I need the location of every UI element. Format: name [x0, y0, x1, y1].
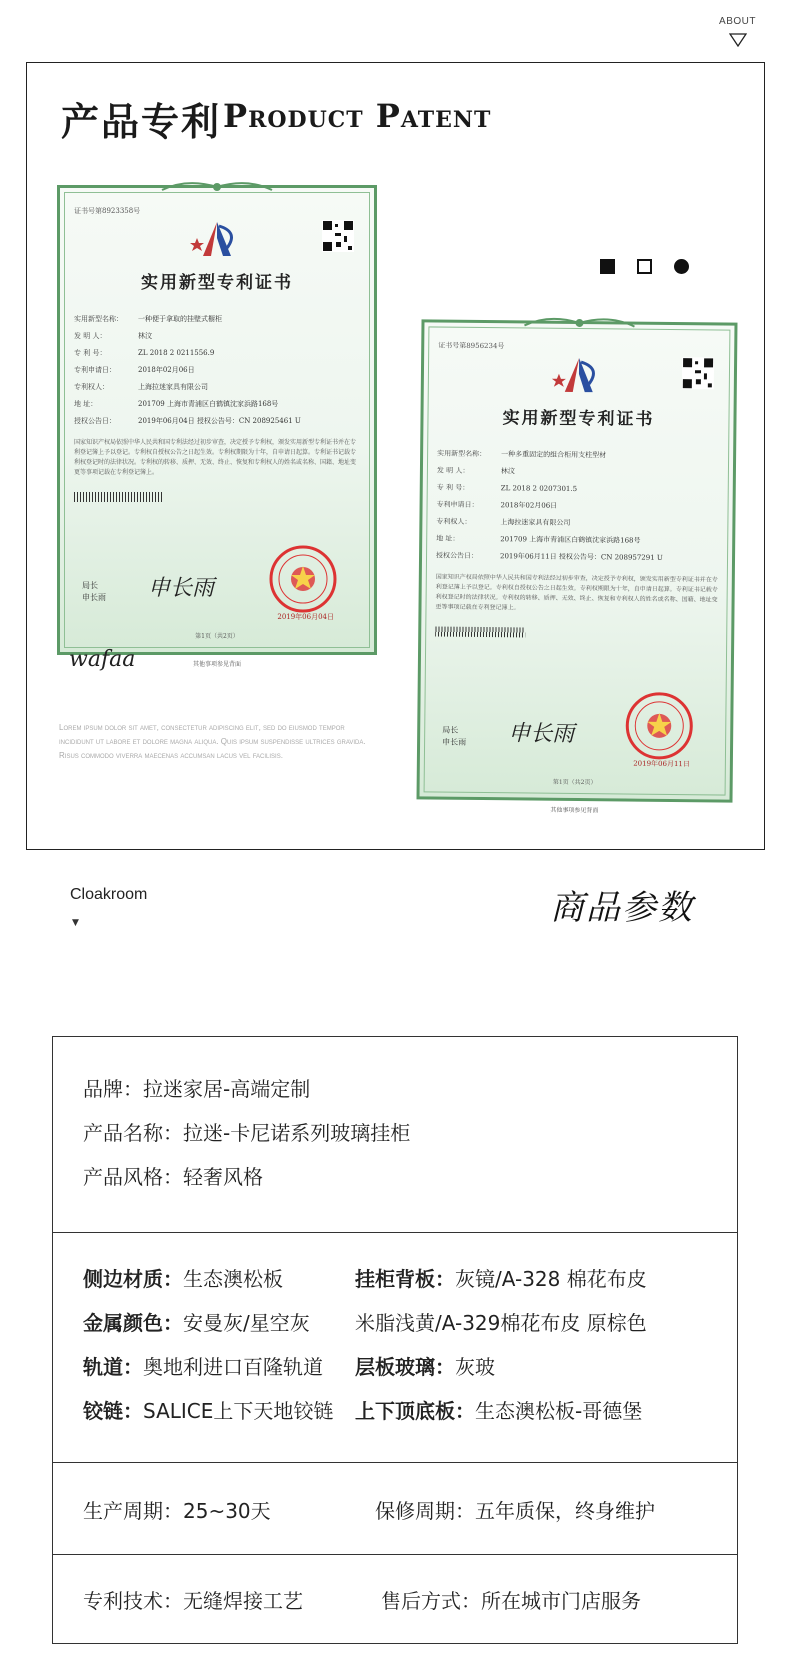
- patent-certificate-2: [416, 319, 737, 815]
- cert-date: 2019年06月11日: [633, 759, 690, 769]
- cert-field: 地 址： 201709 上海市青浦区白鹤镇沈家浜路168号: [74, 400, 279, 408]
- cert-fields: [74, 311, 360, 430]
- cert-signature: 申长雨: [148, 576, 215, 601]
- square-outline-icon[interactable]: [637, 259, 652, 274]
- cert-sign-labels: 局长 申长雨: [442, 725, 467, 747]
- square-filled-icon[interactable]: [600, 259, 615, 274]
- cert-field: 发 明 人： 林汶: [436, 466, 515, 476]
- params-section-basic: [53, 1037, 737, 1233]
- cert-body: 国家知识产权局依照中华人民共和国专利法经过初步审查，决定授予专利权，颁发实用新型专利证书并在专利登记簿上予以登记。专利权自授权公告之日起生效。专利权期限为十年，自申请日起算。专利证书记载专利权登记时的法律状况。专利权的转移、质押、无效、终止、恢复和专利权人的姓名或名称、国籍、地址变更等事项记载在专利登记簿上。: [435, 573, 718, 612]
- barcode-icon: [74, 492, 164, 502]
- cert-field: 发 明 人： 林汶: [74, 332, 152, 340]
- patent-title-cn: 产品专利: [61, 100, 222, 144]
- param-back-panel-cont: 米脂浅黄/A-329棉花布皮 原棕色: [355, 1311, 647, 1335]
- qr-code-icon: [322, 220, 354, 252]
- cert-page: 第1页（共2页）: [195, 633, 239, 640]
- patent-title-en: Product Patent: [223, 97, 492, 135]
- cert-heading: 实用新型专利证书: [502, 408, 655, 430]
- about-nav[interactable]: [719, 16, 756, 47]
- params-table: [52, 1036, 738, 1644]
- wafaa-signature: wafaa: [69, 647, 136, 672]
- cert-signature: 申长雨: [508, 721, 575, 747]
- cert-field: 实用新型名称： 一种多重固定的组合柜用支柱型材: [437, 449, 607, 460]
- param-side-material: 侧边材质：生态澳松板: [83, 1267, 283, 1291]
- param-hinge: 铰链：SALICE上下天地铰链: [83, 1399, 334, 1423]
- cert-footer: 其他事项参见背面: [192, 661, 241, 668]
- slide-indicators: [600, 259, 689, 274]
- params-section-service: [53, 1555, 737, 1645]
- cert-field: 授权公告日： 2019年06月04日 授权公告号：CN 208925461 U: [74, 417, 301, 425]
- param-warranty: 保修周期：五年质保，终身维护: [375, 1499, 655, 1523]
- param-product-name: 产品名称：拉迷-卡尼诺系列玻璃挂柜: [83, 1121, 411, 1145]
- params-section-cycle: [53, 1463, 737, 1555]
- circle-filled-icon[interactable]: [674, 259, 689, 274]
- about-label: ABOUT: [719, 16, 756, 27]
- cert-heading: 实用新型专利证书: [141, 273, 293, 293]
- param-top-bottom: 上下顶底板：生态澳松板-哥德堡: [355, 1399, 643, 1423]
- cert-fields: [436, 446, 719, 568]
- lorem-caption: Lorem ipsum dolor sit amet, consectetur adipiscing elit, sed do eiusmod tempor incididunt ut labore et dolore magna aliqua. Quis ipsum suspendisse ultrices gravida. Risus commodo viverra maecenas accumsan lacus vel facilisis.: [59, 723, 366, 760]
- barcode-icon: [435, 627, 525, 638]
- cert-page: 第1页（共2页）: [552, 778, 597, 787]
- cert-field: 专利权人： 上海拉迷家具有限公司: [74, 383, 208, 391]
- cert-number: 证书号第8923358号: [74, 207, 141, 215]
- cert-sign-labels: 局长 申长雨: [82, 581, 106, 602]
- cert-field: 专利申请日： 2018年02月06日: [436, 500, 558, 510]
- param-patent-tech: 专利技术：无缝焊接工艺: [83, 1589, 303, 1613]
- patent-section: [26, 62, 765, 850]
- patent-office-logo-icon: [549, 354, 609, 397]
- cert-date: 2019年06月04日: [277, 613, 334, 621]
- param-after-sales: 售后方式：所在城市门店服务: [381, 1589, 641, 1613]
- cert-field: 实用新型名称： 一种便于拿取的挂壁式橱柜: [74, 315, 222, 323]
- cert-field: 专利权人： 上海拉迷家具有限公司: [436, 517, 571, 527]
- cert-number: 证书号第8956234号: [438, 341, 505, 351]
- caret-down-icon: ▼: [72, 918, 79, 928]
- cert-field: 专利申请日： 2018年02月06日: [74, 366, 195, 374]
- cert-field: 专 利 号： ZL 2018 2 0211556.9: [74, 349, 215, 357]
- triangle-down-icon: [729, 33, 747, 47]
- cert-field: 授权公告日： 2019年06月11日 授权公告号：CN 208957291 U: [436, 551, 663, 562]
- param-brand: 品牌：拉迷家居-高端定制: [83, 1077, 311, 1101]
- section-label-en: Cloakroom: [70, 886, 148, 903]
- cert-field: 地 址： 201709 上海市青浦区白鹤镇沈家浜路168号: [436, 534, 641, 545]
- params-title: 商品参数: [550, 888, 694, 928]
- param-style: 产品风格：轻奢风格: [83, 1165, 263, 1189]
- official-seal-icon: [624, 691, 695, 762]
- param-rail: 轨道：奥地利进口百隆轨道: [83, 1355, 323, 1379]
- param-production-cycle: 生产周期：25~30天: [83, 1499, 271, 1523]
- param-shelf-glass: 层板玻璃：灰玻: [355, 1355, 495, 1379]
- params-section-materials: [53, 1233, 737, 1463]
- qr-code-icon: [682, 357, 714, 389]
- patent-office-logo-icon: [187, 218, 247, 260]
- param-metal-color: 金属颜色：安曼灰/星空灰: [83, 1311, 310, 1335]
- official-seal-icon: [268, 544, 338, 614]
- ornament-icon: [157, 178, 277, 196]
- ornament-icon: [519, 313, 639, 332]
- param-back-panel: 挂柜背板：灰镜/A-328 棉花布皮: [355, 1267, 647, 1291]
- cert-footer: 其他事项参见背面: [550, 806, 599, 815]
- cert-field: 专 利 号： ZL 2018 2 0207301.5: [436, 483, 578, 493]
- cert-body: 国家知识产权局依照中华人民共和国专利法经过初步审查，决定授予专利权，颁发实用新型专利证书并在专利登记簿上予以登记。专利权自授权公告之日起生效。专利权期限为十年，自申请日起算。专利证书记载专利权登记时的法律状况。专利权的转移、质押、无效、终止、恢复和专利权人的姓名或名称、国籍、地址变更等事项记载在专利登记簿上。: [74, 439, 357, 476]
